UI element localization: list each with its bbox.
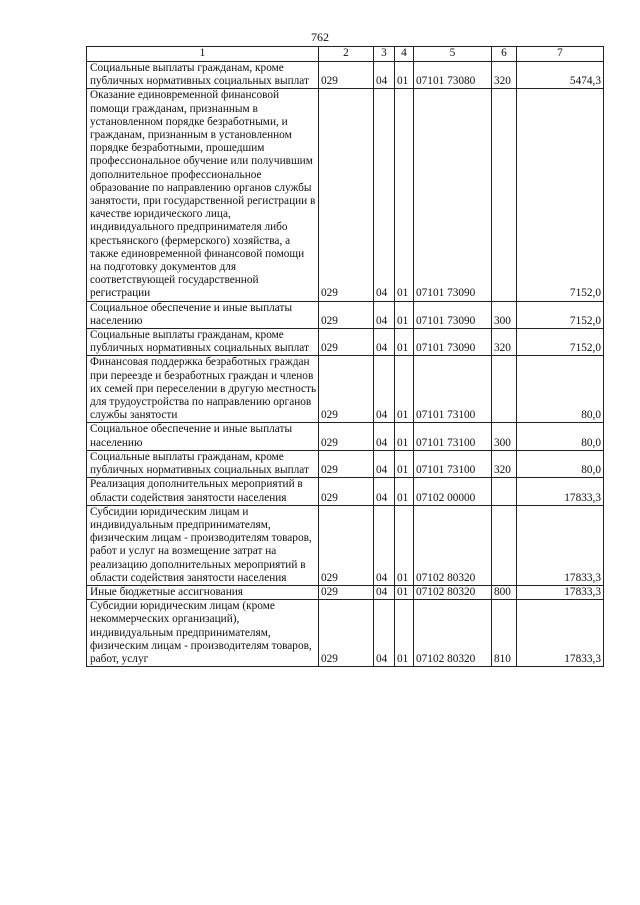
row-section-cell: 04 xyxy=(374,478,395,505)
row-expense-type-cell: 320 xyxy=(492,450,517,477)
row-amount-cell: 5474,3 xyxy=(517,62,604,89)
row-section-cell: 04 xyxy=(374,62,395,89)
column-header: 6 xyxy=(492,47,517,62)
row-amount-cell: 17833,3 xyxy=(517,585,604,599)
row-admin-code-cell: 029 xyxy=(319,356,374,423)
row-admin-code-cell: 029 xyxy=(319,478,374,505)
row-admin-code-cell: 029 xyxy=(319,600,374,667)
table-row xyxy=(87,423,604,450)
row-target-code-cell: 07101 73100 xyxy=(414,450,492,477)
row-subsection-cell: 01 xyxy=(395,478,414,505)
row-expense-type-cell xyxy=(492,89,517,301)
row-amount-cell: 17833,3 xyxy=(517,505,604,585)
row-name-cell: Социальные выплаты гражданам, кроме публичных нормативных социальных выплат xyxy=(87,329,319,356)
row-subsection-cell: 01 xyxy=(395,329,414,356)
column-header: 5 xyxy=(414,47,492,62)
row-admin-code-cell: 029 xyxy=(319,89,374,301)
row-expense-type-cell: 300 xyxy=(492,423,517,450)
table-body xyxy=(87,62,604,667)
row-target-code-cell: 07102 80320 xyxy=(414,600,492,667)
row-subsection-cell: 01 xyxy=(395,62,414,89)
row-name-cell: Социальное обеспечение и иные выплаты населению xyxy=(87,423,319,450)
row-section-cell: 04 xyxy=(374,356,395,423)
table-row xyxy=(87,301,604,328)
row-name-cell: Социальные выплаты гражданам, кроме публичных нормативных социальных выплат xyxy=(87,450,319,477)
row-target-code-cell: 07102 80320 xyxy=(414,585,492,599)
table-row xyxy=(87,585,604,599)
row-admin-code-cell: 029 xyxy=(319,62,374,89)
row-admin-code-cell: 029 xyxy=(319,329,374,356)
row-amount-cell: 80,0 xyxy=(517,356,604,423)
row-section-cell: 04 xyxy=(374,585,395,599)
row-target-code-cell: 07101 73080 xyxy=(414,62,492,89)
page-number: 762 xyxy=(311,30,329,44)
row-expense-type-cell xyxy=(492,356,517,423)
row-name-cell: Реализация дополнительных мероприятий в области содействия занятости населения xyxy=(87,478,319,505)
column-header: 7 xyxy=(517,47,604,62)
row-target-code-cell: 07101 73090 xyxy=(414,301,492,328)
row-subsection-cell: 01 xyxy=(395,505,414,585)
row-name-cell: Финансовая поддержка безработных граждан при переезде и безработных граждан и членов их семей при переселении в другую местность для трудоустройства по направлению органов службы занятости xyxy=(87,356,319,423)
row-subsection-cell: 01 xyxy=(395,450,414,477)
row-name-cell: Субсидии юридическим лицам (кроме некоммерческих организаций), индивидуальным предпринимателям, физическим лицам - производителям товаров, работ, услуг xyxy=(87,600,319,667)
row-admin-code-cell: 029 xyxy=(319,423,374,450)
column-header: 1 xyxy=(87,47,319,62)
row-name-cell: Социальные выплаты гражданам, кроме публичных нормативных социальных выплат xyxy=(87,62,319,89)
row-section-cell: 04 xyxy=(374,301,395,328)
row-target-code-cell: 07101 73090 xyxy=(414,329,492,356)
row-expense-type-cell: 300 xyxy=(492,301,517,328)
column-header: 2 xyxy=(319,47,374,62)
row-section-cell: 04 xyxy=(374,89,395,301)
table-row xyxy=(87,356,604,423)
row-expense-type-cell: 800 xyxy=(492,585,517,599)
row-name-cell: Оказание единовременной финансовой помощи гражданам, признанным в установленном порядке безработными, и гражданам, признанным в установленном порядке безработными, прошедшим профессиональное обучение или получившим дополнительное профессиональное образование по направлению органов службы занятости, при государственной регистрации в качестве юридического лица, индивидуального предпринимателя либо крестьянского (фермерского) хозяйства, а также единовременной финансовой помощи на подготовку документов для соответствующей государственной регистрации xyxy=(87,89,319,301)
row-expense-type-cell: 810 xyxy=(492,600,517,667)
row-expense-type-cell xyxy=(492,478,517,505)
column-header: 3 xyxy=(374,47,395,62)
row-admin-code-cell: 029 xyxy=(319,450,374,477)
row-amount-cell: 80,0 xyxy=(517,450,604,477)
row-admin-code-cell: 029 xyxy=(319,505,374,585)
row-subsection-cell: 01 xyxy=(395,423,414,450)
row-name-cell: Иные бюджетные ассигнования xyxy=(87,585,319,599)
row-target-code-cell: 07102 80320 xyxy=(414,505,492,585)
row-target-code-cell: 07102 00000 xyxy=(414,478,492,505)
row-section-cell: 04 xyxy=(374,450,395,477)
row-section-cell: 04 xyxy=(374,600,395,667)
row-target-code-cell: 07101 73100 xyxy=(414,423,492,450)
row-subsection-cell: 01 xyxy=(395,585,414,599)
row-expense-type-cell xyxy=(492,505,517,585)
row-subsection-cell: 01 xyxy=(395,356,414,423)
table-row xyxy=(87,450,604,477)
row-amount-cell: 17833,3 xyxy=(517,600,604,667)
row-target-code-cell: 07101 73100 xyxy=(414,356,492,423)
table-header-row xyxy=(87,47,604,62)
row-name-cell: Социальное обеспечение и иные выплаты населению xyxy=(87,301,319,328)
row-section-cell: 04 xyxy=(374,329,395,356)
table-row xyxy=(87,62,604,89)
table-row xyxy=(87,89,604,301)
table-row xyxy=(87,505,604,585)
row-expense-type-cell: 320 xyxy=(492,329,517,356)
row-amount-cell: 80,0 xyxy=(517,423,604,450)
table-row xyxy=(87,329,604,356)
row-amount-cell: 7152,0 xyxy=(517,329,604,356)
row-amount-cell: 7152,0 xyxy=(517,301,604,328)
row-amount-cell: 7152,0 xyxy=(517,89,604,301)
row-expense-type-cell: 320 xyxy=(492,62,517,89)
row-admin-code-cell: 029 xyxy=(319,301,374,328)
row-section-cell: 04 xyxy=(374,423,395,450)
row-amount-cell: 17833,3 xyxy=(517,478,604,505)
row-subsection-cell: 01 xyxy=(395,600,414,667)
table-row xyxy=(87,478,604,505)
row-target-code-cell: 07101 73090 xyxy=(414,89,492,301)
row-admin-code-cell: 029 xyxy=(319,585,374,599)
budget-table xyxy=(86,46,604,667)
table-row xyxy=(87,600,604,667)
column-header: 4 xyxy=(395,47,414,62)
row-subsection-cell: 01 xyxy=(395,301,414,328)
row-name-cell: Субсидии юридическим лицам и индивидуальным предпринимателям, физическим лицам - производителям товаров, работ и услуг на возмещение затрат на реализацию дополнительных мероприятий в области содействия занятости населения xyxy=(87,505,319,585)
row-section-cell: 04 xyxy=(374,505,395,585)
row-subsection-cell: 01 xyxy=(395,89,414,301)
